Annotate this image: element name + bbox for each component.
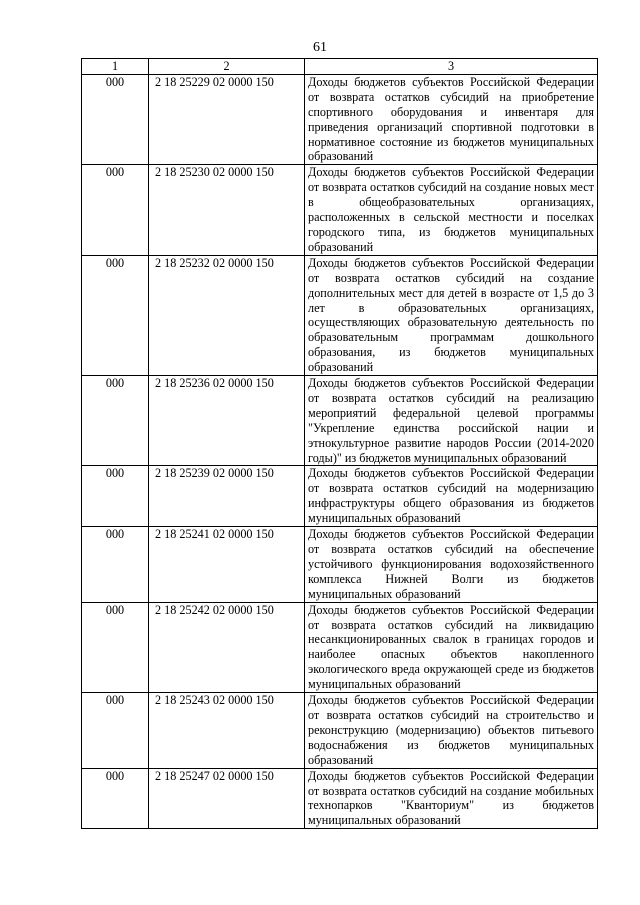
table-row xyxy=(82,376,598,466)
column-header-3: 3 xyxy=(305,59,598,75)
admin-code-cell: 000 xyxy=(82,466,149,527)
description-cell: Доходы бюджетов субъектов Российской Федерации от возврата остатков субсидий на приобретение спортивного оборудования и инвентаря для приведения организаций спортивной подготовки в нормативное состояние из бюджетов муниципальных образований xyxy=(305,74,598,164)
column-header-1: 1 xyxy=(82,59,149,75)
budget-code-cell: 2 18 25239 02 0000 150 xyxy=(149,466,305,527)
table-row xyxy=(82,693,598,769)
budget-code-cell: 2 18 25230 02 0000 150 xyxy=(149,165,305,255)
description-cell: Доходы бюджетов субъектов Российской Федерации от возврата остатков субсидий на создание дополнительных мест для детей в возрасте от 1,5 до 3 лет в образовательных организациях, осуществляющих образовательную деятельность по образовательным программам дошкольного образования, из бюджетов муниципальных образований xyxy=(305,255,598,375)
table-row xyxy=(82,74,598,164)
budget-code-cell: 2 18 25236 02 0000 150 xyxy=(149,376,305,466)
budget-code-cell: 2 18 25232 02 0000 150 xyxy=(149,255,305,375)
description-cell: Доходы бюджетов субъектов Российской Федерации от возврата остатков субсидий на создание новых мест в общеобразовательных организациях, расположенных в сельской местности и поселках городского типа, из бюджетов муниципальных образований xyxy=(305,165,598,255)
table-row xyxy=(82,768,598,829)
description-cell: Доходы бюджетов субъектов Российской Федерации от возврата остатков субсидий на обеспечение устойчивого функционирования водохозяйственного комплекса Нижней Волги из бюджетов муниципальных образований xyxy=(305,527,598,603)
table-row xyxy=(82,466,598,527)
budget-code-cell: 2 18 25243 02 0000 150 xyxy=(149,693,305,769)
table-row xyxy=(82,165,598,255)
description-cell: Доходы бюджетов субъектов Российской Федерации от возврата остатков субсидий на создание мобильных технопарков "Кванториум" из бюджетов муниципальных образований xyxy=(305,768,598,829)
admin-code-cell: 000 xyxy=(82,255,149,375)
description-cell: Доходы бюджетов субъектов Российской Федерации от возврата остатков субсидий на строительство и реконструкцию (модернизацию) объектов питьевого водоснабжения из бюджетов муниципальных образований xyxy=(305,693,598,769)
budget-revenue-table xyxy=(81,58,598,829)
admin-code-cell: 000 xyxy=(82,376,149,466)
table-row xyxy=(82,255,598,375)
admin-code-cell: 000 xyxy=(82,693,149,769)
description-cell: Доходы бюджетов субъектов Российской Федерации от возврата остатков субсидий на модернизацию инфраструктуры общего образования из бюджетов муниципальных образований xyxy=(305,466,598,527)
description-cell: Доходы бюджетов субъектов Российской Федерации от возврата остатков субсидий на реализацию мероприятий федеральной целевой программы "Укрепление единства российской нации и этнокультурное развитие народов России (2014-2020 годы)" из бюджетов муниципальных образований xyxy=(305,376,598,466)
admin-code-cell: 000 xyxy=(82,165,149,255)
admin-code-cell: 000 xyxy=(82,602,149,692)
budget-code-cell: 2 18 25229 02 0000 150 xyxy=(149,74,305,164)
budget-code-cell: 2 18 25241 02 0000 150 xyxy=(149,527,305,603)
budget-code-cell: 2 18 25247 02 0000 150 xyxy=(149,768,305,829)
admin-code-cell: 000 xyxy=(82,74,149,164)
admin-code-cell: 000 xyxy=(82,768,149,829)
table-header-row xyxy=(82,59,598,75)
admin-code-cell: 000 xyxy=(82,527,149,603)
budget-code-cell: 2 18 25242 02 0000 150 xyxy=(149,602,305,692)
table-row xyxy=(82,527,598,603)
table-row xyxy=(82,602,598,692)
description-cell: Доходы бюджетов субъектов Российской Федерации от возврата остатков субсидий на ликвидацию несанкционированных свалок в границах городов и наиболее опасных объектов накопленного экологического вреда окружающей среде из бюджетов муниципальных образований xyxy=(305,602,598,692)
page-number: 61 xyxy=(313,40,327,55)
column-header-2: 2 xyxy=(149,59,305,75)
